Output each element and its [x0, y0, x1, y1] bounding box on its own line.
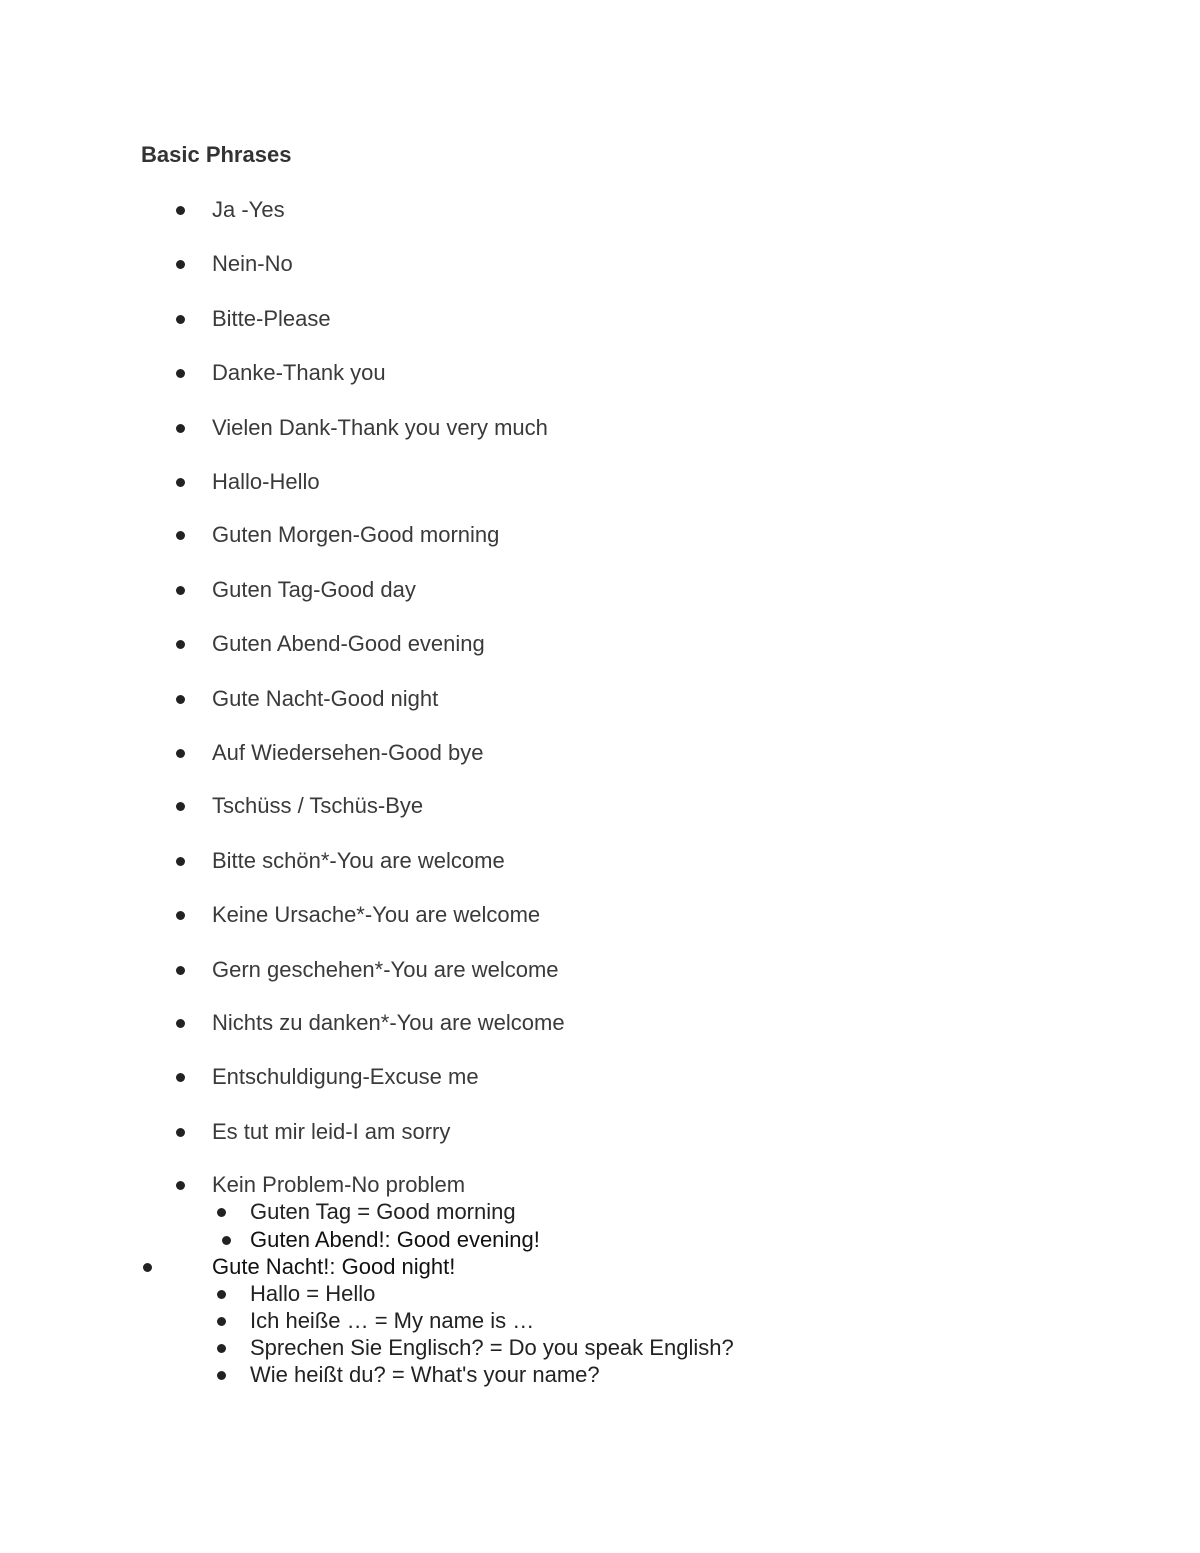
list-item-text: Keine Ursache*-You are welcome [212, 902, 541, 927]
bullet-icon [176, 369, 185, 378]
bullet-icon [217, 1371, 226, 1380]
list-item-text: Entschuldigung-Excuse me [212, 1064, 479, 1089]
list-item-text: Bitte-Please [212, 306, 331, 331]
bullet-icon [176, 1019, 185, 1028]
bullet-icon [176, 478, 185, 487]
page-title: Basic Phrases [141, 142, 292, 167]
list-item-text: Gute Nacht-Good night [212, 686, 439, 711]
bullet-icon [176, 531, 185, 540]
bullet-icon [217, 1317, 226, 1326]
list-item-text: Ja -Yes [212, 197, 285, 222]
list-item-text: Tschüss / Tschüs-Bye [212, 793, 424, 818]
list-item-text: Danke-Thank you [212, 360, 386, 385]
sub-list-item-text: Hallo = Hello [250, 1281, 376, 1306]
bullet-icon [176, 695, 185, 704]
bullet-icon [176, 1181, 185, 1190]
bullet-icon [176, 857, 185, 866]
list-item-text: Es tut mir leid-I am sorry [212, 1119, 451, 1144]
list-item-text: Gern geschehen*-You are welcome [212, 957, 559, 982]
list-item-text: Guten Morgen-Good morning [212, 522, 500, 547]
bullet-icon [217, 1290, 226, 1299]
sub-list-item-text: Guten Tag = Good morning [250, 1199, 516, 1224]
bullet-icon [176, 1073, 185, 1082]
list-item-text: Vielen Dank-Thank you very much [212, 415, 548, 440]
bullet-icon [176, 1128, 185, 1137]
bullet-icon [176, 315, 185, 324]
bullet-icon [176, 206, 185, 215]
sub-list-item-text: Sprechen Sie Englisch? = Do you speak English? [250, 1335, 734, 1360]
sub-list-item-text: Ich heiße … = My name is … [250, 1308, 535, 1333]
sub-list-item-text: Guten Abend!: Good evening! [250, 1227, 540, 1252]
list-item-text: Hallo-Hello [212, 469, 320, 494]
bullet-icon [176, 424, 185, 433]
list-item-text: Kein Problem-No problem [212, 1172, 466, 1197]
outdent-list-item-text: Gute Nacht!: Good night! [212, 1254, 456, 1279]
bullet-icon [176, 586, 185, 595]
list-item-text: Bitte schön*-You are welcome [212, 848, 505, 873]
bullet-icon [176, 749, 185, 758]
bullet-icon [143, 1263, 152, 1272]
sub-list-item-text: Wie heißt du? = What's your name? [250, 1362, 600, 1387]
list-item-text: Guten Abend-Good evening [212, 631, 485, 656]
list-item-text: Nein-No [212, 251, 293, 276]
list-item-text: Nichts zu danken*-You are welcome [212, 1010, 565, 1035]
list-item-text: Auf Wiedersehen-Good bye [212, 740, 484, 765]
bullet-icon [222, 1236, 231, 1245]
bullet-icon [217, 1208, 226, 1217]
bullet-icon [176, 911, 185, 920]
bullet-icon [176, 640, 185, 649]
bullet-icon [176, 966, 185, 975]
bullet-icon [176, 260, 185, 269]
list-item-text: Guten Tag-Good day [212, 577, 416, 602]
bullet-icon [217, 1344, 226, 1353]
bullet-icon [176, 802, 185, 811]
